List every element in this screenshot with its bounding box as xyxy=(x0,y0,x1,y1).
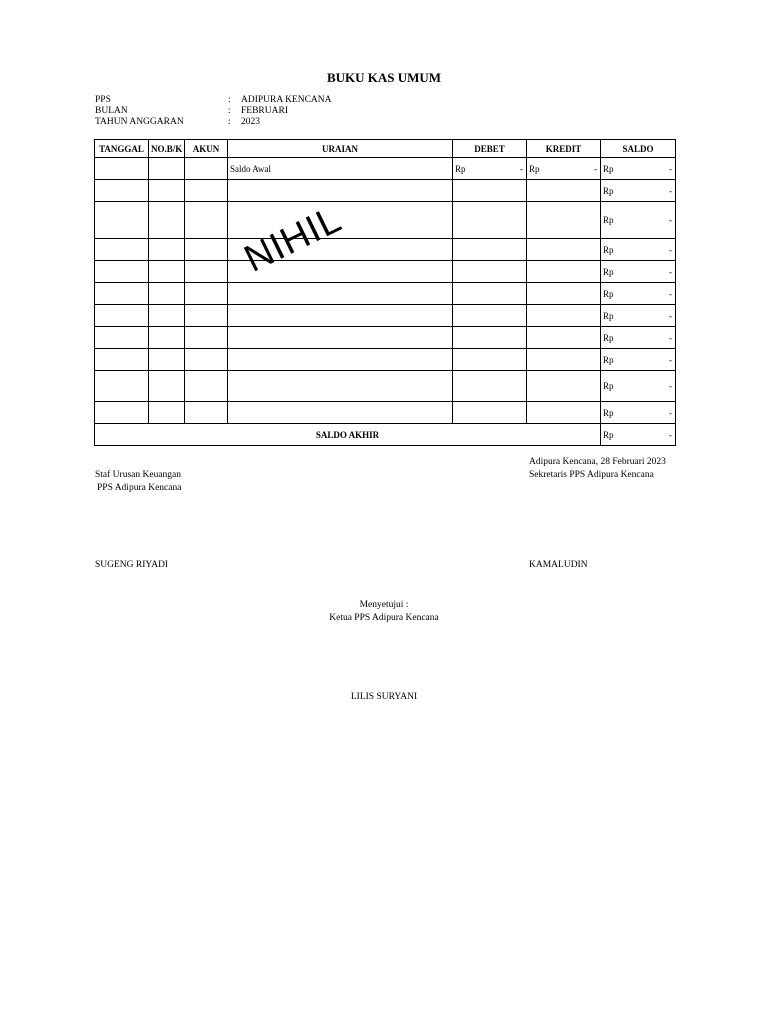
cell-debet xyxy=(453,239,527,261)
cell-tanggal xyxy=(95,261,149,283)
nihil-stamp: NIHIL xyxy=(238,198,349,281)
cell-akun xyxy=(185,202,228,239)
currency: Rp xyxy=(603,310,614,321)
amount: - xyxy=(669,244,672,255)
currency: Rp xyxy=(603,163,614,174)
meta-row-pps xyxy=(95,95,332,106)
cell-debet xyxy=(453,327,527,349)
cell-debet xyxy=(453,371,527,402)
cell-debet xyxy=(453,402,527,424)
meta-sep: : xyxy=(228,106,231,116)
cell-akun xyxy=(185,327,228,349)
cell-nobk xyxy=(149,305,185,327)
cell-uraian xyxy=(228,180,453,202)
cell-akun xyxy=(185,239,228,261)
table-row xyxy=(95,349,676,371)
cell-kredit xyxy=(527,305,601,327)
right-signatory-name: KAMALUDIN xyxy=(529,560,588,570)
cell-kredit xyxy=(527,239,601,261)
amount: - xyxy=(669,266,672,277)
currency: Rp xyxy=(529,163,540,174)
currency: Rp xyxy=(603,266,614,277)
meta-sep: : xyxy=(228,95,231,105)
cell-tanggal xyxy=(95,305,149,327)
meta-sep: : xyxy=(228,117,231,127)
table-row xyxy=(95,305,676,327)
table-row xyxy=(95,283,676,305)
cell-uraian xyxy=(228,283,453,305)
table-row xyxy=(95,261,676,283)
cell-saldo xyxy=(601,305,676,327)
cell-saldo xyxy=(601,158,676,180)
cell-tanggal xyxy=(95,239,149,261)
cell-saldo xyxy=(601,327,676,349)
cell-tanggal xyxy=(95,283,149,305)
ledger-table xyxy=(94,139,676,446)
cell-kredit xyxy=(527,349,601,371)
cell-nobk xyxy=(149,158,185,180)
col-header-debet: DEBET xyxy=(453,140,527,158)
currency: Rp xyxy=(603,244,614,255)
cell-saldo xyxy=(601,202,676,239)
currency: Rp xyxy=(603,429,614,440)
cell-akun xyxy=(185,371,228,402)
cell-saldo xyxy=(601,239,676,261)
cell-debet xyxy=(453,349,527,371)
currency: Rp xyxy=(603,354,614,365)
cell-tanggal xyxy=(95,202,149,239)
cell-tanggal xyxy=(95,180,149,202)
amount: - xyxy=(520,163,523,174)
currency: Rp xyxy=(603,381,614,391)
cell-saldo xyxy=(601,371,676,402)
amount: - xyxy=(669,332,672,343)
cell-uraian xyxy=(228,402,453,424)
cell-uraian xyxy=(228,371,453,402)
col-header-saldo: SALDO xyxy=(601,140,676,158)
cell-saldo xyxy=(601,283,676,305)
cell-kredit xyxy=(527,402,601,424)
cell-nobk xyxy=(149,180,185,202)
cell-saldo xyxy=(601,349,676,371)
cell-debet xyxy=(453,261,527,283)
col-header-kredit: KREDIT xyxy=(527,140,601,158)
table-header-row xyxy=(95,140,676,158)
cell-debet xyxy=(453,305,527,327)
currency: Rp xyxy=(603,332,614,343)
cell-tanggal xyxy=(95,371,149,402)
meta-label: PPS xyxy=(95,95,111,105)
cell-tanggal xyxy=(95,402,149,424)
col-header-akun: AKUN xyxy=(185,140,228,158)
cell-uraian xyxy=(228,327,453,349)
amount: - xyxy=(669,354,672,365)
table-row xyxy=(95,180,676,202)
left-role-line2: PPS Adipura Kencana xyxy=(97,483,182,493)
approval-line2: Ketua PPS Adipura Kencana xyxy=(329,613,439,623)
col-header-nobk: NO.B/K xyxy=(149,140,185,158)
col-header-uraian: URAIAN xyxy=(228,140,453,158)
table-row xyxy=(95,371,676,402)
cell-nobk xyxy=(149,402,185,424)
cell-kredit xyxy=(527,180,601,202)
cell-debet xyxy=(453,180,527,202)
cell-nobk xyxy=(149,202,185,239)
approval-signatory-name: LILIS SURYANI xyxy=(350,692,418,702)
amount: - xyxy=(669,407,672,418)
table-row xyxy=(95,402,676,424)
cell-nobk xyxy=(149,371,185,402)
cell-nobk xyxy=(149,327,185,349)
cell-nobk xyxy=(149,239,185,261)
cell-akun xyxy=(185,180,228,202)
table-row xyxy=(95,239,676,261)
meta-row-bulan xyxy=(95,106,332,117)
saldo-akhir-label: SALDO AKHIR xyxy=(95,424,601,446)
currency: Rp xyxy=(603,185,614,196)
cell-akun xyxy=(185,158,228,180)
cell-akun xyxy=(185,402,228,424)
left-role xyxy=(95,469,181,495)
cell-saldo xyxy=(601,402,676,424)
place-date: Adipura Kencana, 28 Februari 2023 xyxy=(529,457,666,467)
cell-debet xyxy=(453,283,527,305)
meta-value: ADIPURA KENCANA xyxy=(241,95,332,105)
amount: - xyxy=(669,288,672,299)
currency: Rp xyxy=(603,288,614,299)
cell-nobk xyxy=(149,261,185,283)
cell-debet xyxy=(453,158,527,180)
amount: - xyxy=(669,215,672,225)
meta-label: BULAN xyxy=(95,106,128,116)
currency: Rp xyxy=(455,163,466,174)
left-role-line1: Staf Urusan Keuangan xyxy=(95,470,182,480)
cell-saldo-akhir xyxy=(601,424,676,446)
cell-uraian xyxy=(228,305,453,327)
cell-kredit xyxy=(527,327,601,349)
right-role: Sekretaris PPS Adipura Kencana xyxy=(529,470,654,480)
cell-kredit xyxy=(527,202,601,239)
cell-tanggal xyxy=(95,349,149,371)
cell-saldo xyxy=(601,180,676,202)
cell-akun xyxy=(185,283,228,305)
cell-akun xyxy=(185,349,228,371)
meta-row-tahun xyxy=(95,117,332,128)
meta-value: FEBRUARI xyxy=(241,106,288,116)
cell-kredit xyxy=(527,371,601,402)
amount: - xyxy=(669,185,672,196)
table-row xyxy=(95,327,676,349)
cell-uraian xyxy=(228,349,453,371)
cell-akun xyxy=(185,305,228,327)
meta-label: TAHUN ANGGARAN xyxy=(95,117,184,127)
amount: - xyxy=(669,381,672,391)
meta-value: 2023 xyxy=(241,117,260,127)
left-signatory-name: SUGENG RIYADI xyxy=(95,560,169,570)
col-header-tanggal: TANGGAL xyxy=(95,140,149,158)
table-row xyxy=(95,202,676,239)
amount: - xyxy=(594,163,597,174)
approval-line1: Menyetujui : xyxy=(359,600,409,610)
cell-kredit xyxy=(527,261,601,283)
document-meta xyxy=(95,95,332,128)
currency: Rp xyxy=(603,407,614,418)
cell-akun xyxy=(185,261,228,283)
approval-block xyxy=(0,599,768,625)
amount: - xyxy=(669,429,672,440)
currency: Rp xyxy=(603,215,614,225)
table-footer-row xyxy=(95,424,676,446)
document-title: BUKU KAS UMUM xyxy=(326,70,442,85)
cell-tanggal xyxy=(95,327,149,349)
cell-tanggal xyxy=(95,158,149,180)
table-row xyxy=(95,158,676,180)
cell-nobk xyxy=(149,283,185,305)
cell-uraian: Saldo Awal xyxy=(228,158,453,180)
cell-debet xyxy=(453,202,527,239)
amount: - xyxy=(669,163,672,174)
cell-saldo xyxy=(601,261,676,283)
cell-kredit xyxy=(527,158,601,180)
cell-nobk xyxy=(149,349,185,371)
cell-kredit xyxy=(527,283,601,305)
amount: - xyxy=(669,310,672,321)
